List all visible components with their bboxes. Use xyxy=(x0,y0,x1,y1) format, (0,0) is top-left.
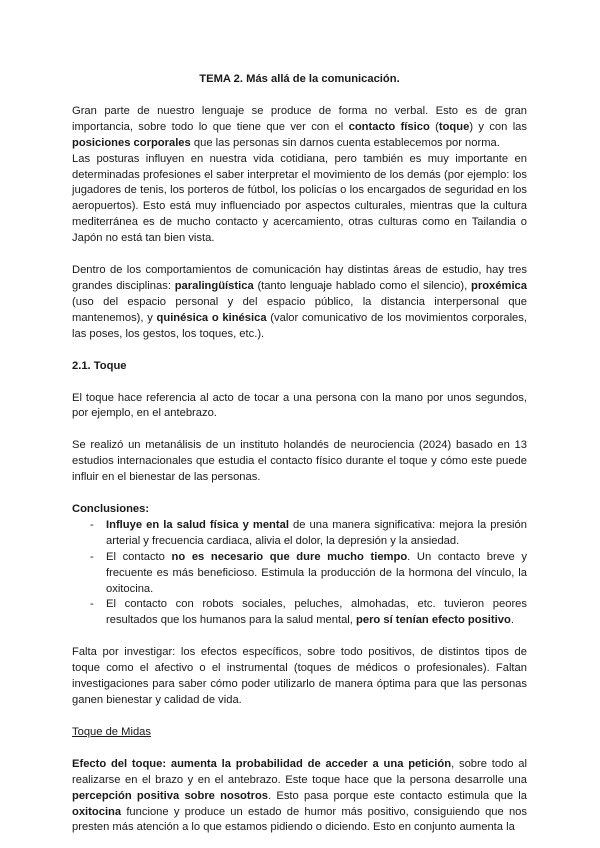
list-item: - El contacto con robots sociales, peluches, almohadas, etc. tuvieron peores resultados que los humanos para la salud mental, pero sí tenían efecto positivo. xyxy=(90,598,527,627)
toque-paragraph-1: El toque hace referencia al acto de tocar a una persona con la mano por unos segundos, por ejemplo, en el antebrazo. xyxy=(72,391,527,420)
list-item: - Influye en la salud física y mental de una manera significativa: mejora la presión arterial y frecuencia cardiaca, alivia el dolor, la depresión y la ansiedad. xyxy=(90,518,527,547)
document-page xyxy=(72,72,527,836)
intro-paragraph-1: Gran parte de nuestro lenguaje se produce de forma no verbal. Esto es de gran importancia, sobre todo lo que tiene que ver con el contacto físico (toque) y con las posiciones corporales que las personas sin darnos cuenta establecemos por norma. xyxy=(72,104,527,149)
intro-paragraph-3: Dentro de los comportamientos de comunicación hay distintas áreas de estudio, hay tres grandes disciplinas: paralingüística (tanto lenguaje hablado como el silencio), proxémica (uso del espacio personal y del espacio público, la distancia interpersonal que mantenemos), y quinésica o kinésica (valor comunicativo de los movimientos corporales, las poses, los gestos, los toques, etc.). xyxy=(72,264,527,340)
toque-paragraph-2: Se realizó un metanálisis de un instituto holandés de neurociencia (2024) basado en 13 estudios internacionales que estudia el contacto físico durante el toque y cómo este puede influir en el bienestar de las personas. xyxy=(72,439,527,484)
list-item: - El contacto no es necesario que dure mucho tiempo. Un contacto breve y frecuente es más beneficioso. Estimula la producción de la hormona del vínculo, la oxitocina. xyxy=(90,550,527,595)
page-title: TEMA 2. Más allá de la comunicación. xyxy=(199,73,400,85)
conclusions-list xyxy=(72,518,527,629)
section-heading: 2.1. Toque xyxy=(72,359,127,372)
conclusions-heading: Conclusiones: xyxy=(72,503,150,516)
midas-paragraph: Efecto del toque: aumenta la probabilidad de acceder a una petición, sobre todo al realizarse en el brazo y en el antebrazo. Este toque hace que la persona desarrolle una percepción positiva sobre nosotros. Esto pasa porque este contacto estimula que la oxitocina funcione y produce un estado de humor más positivo, consiguiendo que nos presten más atención a lo que estamos pidiendo o diciendo. Esto en conjunto aumenta la xyxy=(72,757,527,834)
toque-paragraph-3: Falta por investigar: los efectos específicos, sobre todo positivos, de distintos tipos de toque como el afectivo o el instrumental (toques de médicos o profesionales). Faltan investigaciones para saber cómo poder utilizarlo de manera óptima para que las personas ganen bienestar y calidad de vida. xyxy=(72,646,527,706)
intro-paragraph-2: Las posturas influyen en nuestra vida cotidiana, pero también es muy importante en determinadas profesiones el saber interpretar el movimiento de los demás (por ejemplo: los jugadores de tenis, los porteros de fútbol, los policías o los encargados de seguridad en los aeropuertos). Esto está muy influenciado por aspectos culturales, mientras que la cultura mediterránea es de mucho contacto y acercamiento, otras culturas como en Tailandia o Japón no está tan bien vista. xyxy=(72,152,527,245)
midas-heading: Toque de Midas xyxy=(72,725,151,738)
